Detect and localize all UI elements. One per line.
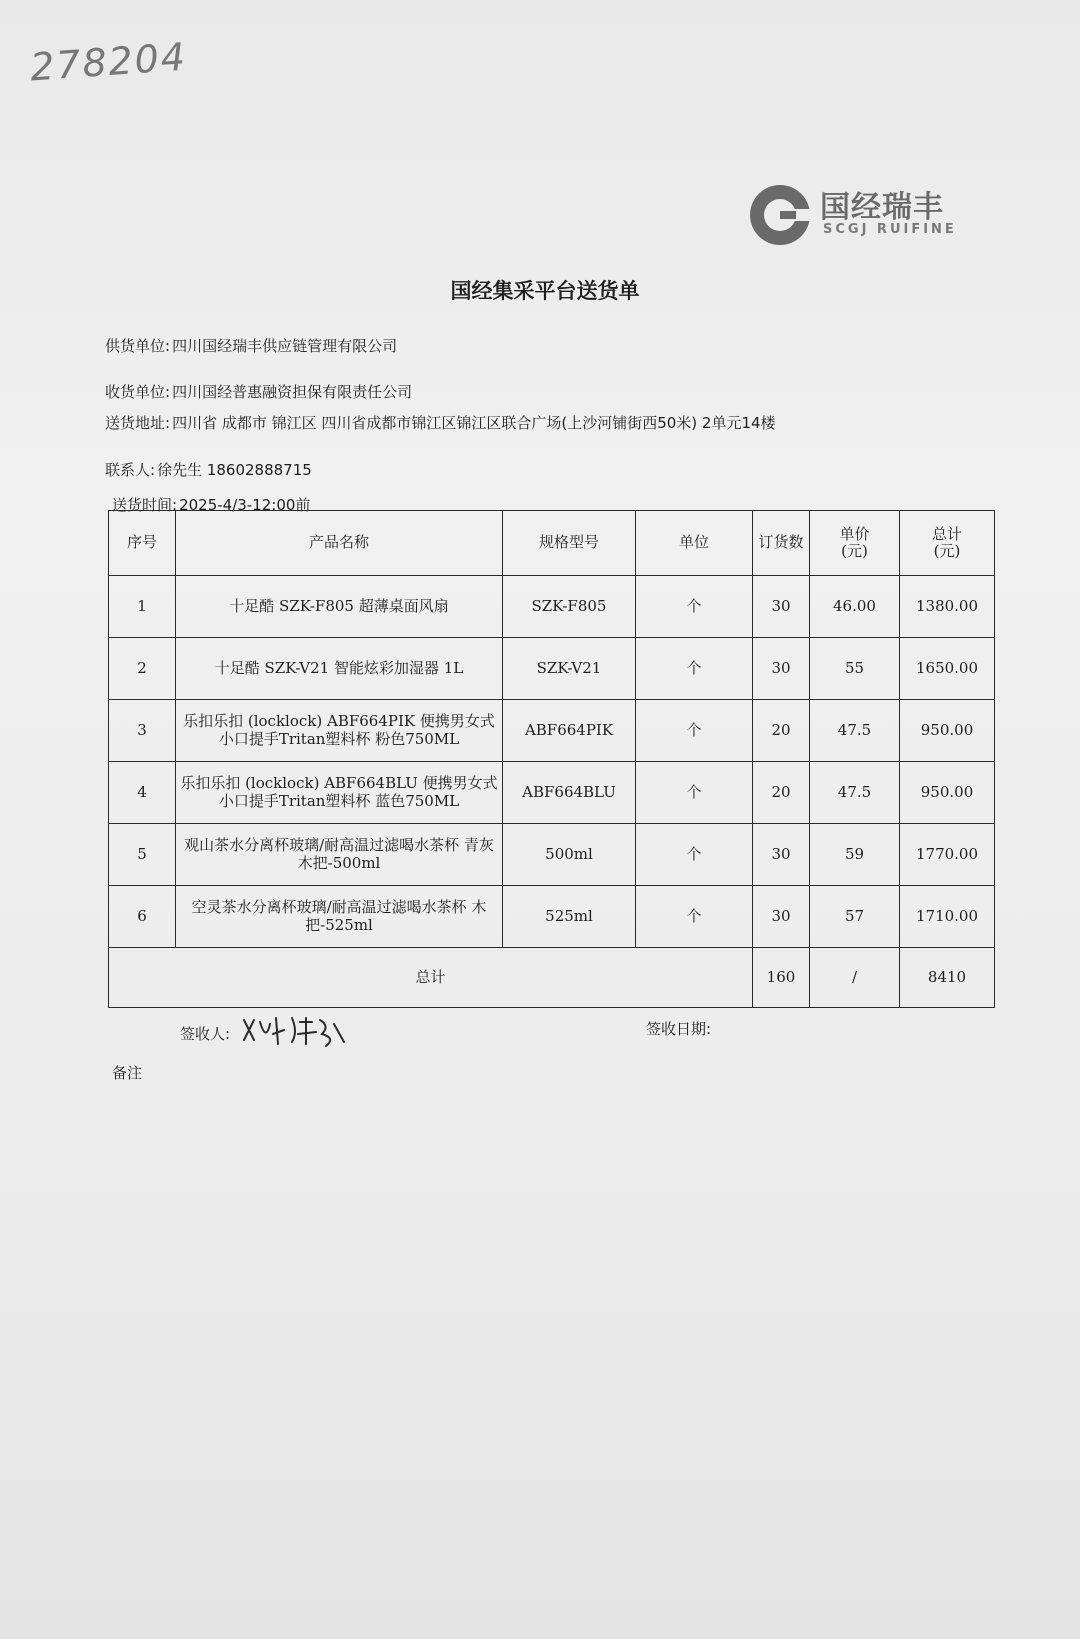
sign-date-label: 签收日期: [646,1020,712,1038]
row-name: 乐扣乐扣 (locklock) ABF664PIK 便携男女式小口提手Tritan塑料杯 粉色750ML [176,700,503,762]
row-seq: 3 [109,700,176,762]
header-total-line2: (元) [933,542,961,560]
company-logo [745,180,975,250]
row-spec: SZK-F805 [503,576,636,638]
row-name: 空灵茶水分离杯玻璃/耐高温过滤喝水茶杯 木把-525ml [176,886,503,948]
total-qty: 160 [753,948,810,1008]
table-header-row [109,511,995,576]
row-total: 950.00 [900,700,995,762]
handwritten-number: 278204 [28,34,189,90]
row-name: 十足酷 SZK-F805 超薄桌面风扇 [176,576,503,638]
row-spec: 500ml [503,824,636,886]
row-seq: 1 [109,576,176,638]
total-label: 总计 [109,948,753,1008]
row-unit: 个 [636,762,753,824]
row-unit: 个 [636,638,753,700]
remarks-label: 备注 [112,1064,143,1082]
row-unit: 个 [636,576,753,638]
header-qty: 订货数 [753,511,810,576]
supplier-label: 供货单位: [105,337,171,355]
logo-chinese-name: 国经瑞丰 [820,190,944,225]
document-title: 国经集采平台送货单 [450,279,640,303]
address-line [105,412,776,433]
row-unit: 个 [636,700,753,762]
row-total: 1650.00 [900,638,995,700]
header-seq: 序号 [109,511,176,576]
header-name: 产品名称 [176,511,503,576]
row-unit: 个 [636,824,753,886]
header-price [810,511,900,576]
table-total-row [109,948,995,1008]
logo-mark-icon [745,180,815,250]
row-spec: ABF664BLU [503,762,636,824]
row-total: 1380.00 [900,576,995,638]
row-qty: 20 [753,762,810,824]
address-label: 送货地址: [105,414,171,432]
row-total: 1710.00 [900,886,995,948]
table-row [109,638,995,700]
row-name: 乐扣乐扣 (locklock) ABF664BLU 便携男女式小口提手Tritan塑料杯 蓝色750ML [176,762,503,824]
table-row [109,700,995,762]
row-price: 47.5 [810,762,900,824]
supplier-value: 四川国经瑞丰供应链管理有限公司 [172,337,398,355]
row-qty: 20 [753,700,810,762]
handwritten-signature [240,1012,350,1052]
table-row [109,886,995,948]
header-unit: 单位 [636,511,753,576]
row-qty: 30 [753,886,810,948]
delivery-time-value: 2025-4/3-12:00前 [179,496,311,514]
receiver-value: 四川国经普惠融资担保有限责任公司 [172,383,413,401]
row-qty: 30 [753,824,810,886]
receiver-label: 收货单位: [105,383,171,401]
contact-label: 联系人: [105,461,156,479]
row-total: 1770.00 [900,824,995,886]
delivery-time-label: 送货时间: [112,496,178,514]
row-qty: 30 [753,576,810,638]
row-qty: 30 [753,638,810,700]
receiver-line [105,381,412,402]
contact-line [105,459,312,480]
row-name: 十足酷 SZK-V21 智能炫彩加湿器 1L [176,638,503,700]
table-row [109,824,995,886]
address-value: 四川省 成都市 锦江区 四川省成都市锦江区锦江区联合广场(上沙河铺街西50米) 2单元14楼 [172,414,776,432]
header-total-line1: 总计 [931,524,962,543]
table-row [109,762,995,824]
row-seq: 6 [109,886,176,948]
row-seq: 4 [109,762,176,824]
header-price-line2: (元) [841,542,868,560]
row-price: 55 [810,638,900,700]
header-price-line1: 单价 [839,524,870,543]
logo-english-name: SCGJ RUIFINE [823,222,957,237]
row-spec: 525ml [503,886,636,948]
table-row [109,576,995,638]
row-price: 57 [810,886,900,948]
header-spec: 规格型号 [503,511,636,576]
signer-label: 签收人: [180,1025,231,1043]
row-price: 59 [810,824,900,886]
row-spec: SZK-V21 [503,638,636,700]
total-amount: 8410 [900,948,995,1008]
row-price: 47.5 [810,700,900,762]
items-table [108,510,995,1008]
row-unit: 个 [636,886,753,948]
row-seq: 5 [109,824,176,886]
row-spec: ABF664PIK [503,700,636,762]
row-price: 46.00 [810,576,900,638]
supplier-line [105,335,397,356]
row-name: 观山茶水分离杯玻璃/耐高温过滤喝水茶杯 青灰木把-500ml [176,824,503,886]
row-seq: 2 [109,638,176,700]
contact-value: 徐先生 18602888715 [157,461,312,479]
row-total: 950.00 [900,762,995,824]
total-price: / [810,948,900,1008]
header-total [900,511,995,576]
